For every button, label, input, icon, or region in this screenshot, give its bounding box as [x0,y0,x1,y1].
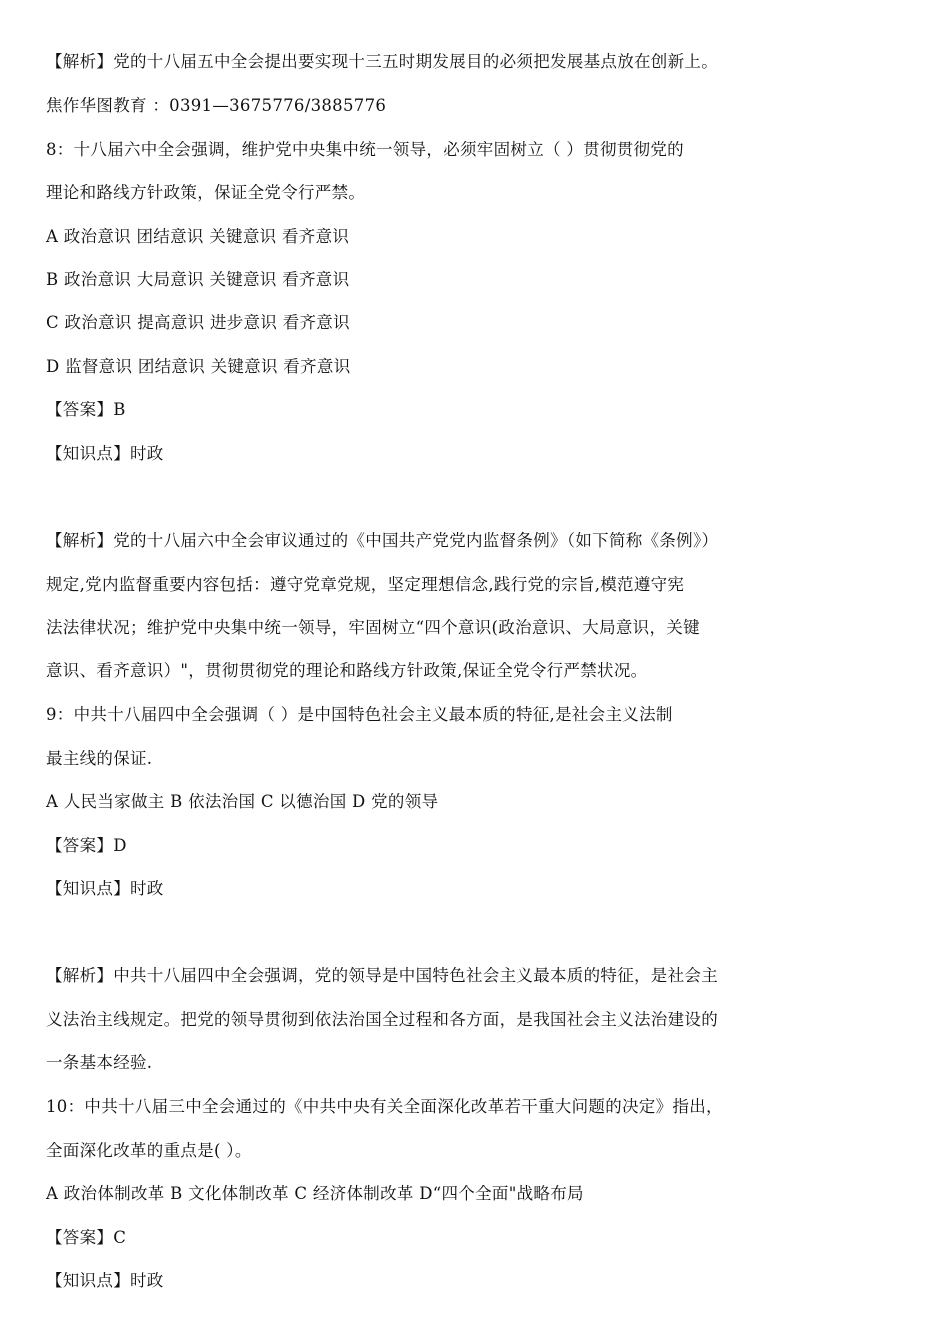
question-9-knowledge: 【知识点】时政 [46,879,164,898]
analysis-q8-line-4: 意识、看齐意识）"，贯彻贯彻党的理论和路线方针政策,保证全党令行严禁状况。 [46,661,648,680]
analysis-q8-line-2: 规定,党内监督重要内容包括：遵守党章党规，坚定理想信念,践行党的宗旨,模范遵守宪 [46,575,685,594]
question-8-stem-cont: 理论和路线方针政策，保证全党令行严禁。 [46,183,366,202]
analysis-q8-line-1: 【解析】党的十八届六中全会审议通过的《中国共产党党内监督条例》（如下简称《条例》） [46,531,719,550]
analysis-q8-line-3: 法法律状况；维护党中央集中统一领导，牢固树立“四个意识(政治意识、大局意识，关键 [46,618,700,637]
analysis-q9-line-2: 义法治主线规定。把党的领导贯彻到依法治国全过程和各方面，是我国社会主义法治建设的 [46,1010,718,1029]
question-10-knowledge: 【知识点】时政 [46,1271,164,1290]
analysis-q9-line-1: 【解析】中共十八届四中全会强调，党的领导是中国特色社会主义最本质的特征，是社会主 [46,966,718,985]
question-10-stem: 10：中共十八届三中全会通过的《中共中央有关全面深化改革若干重大问题的决定》指出， [46,1097,723,1116]
question-8-option-a: A 政治意识 团结意识 关键意识 看齐意识 [46,227,350,246]
question-10-answer: 【答案】C [46,1228,127,1247]
question-10-options: A 政治体制改革 B 文化体制改革 C 经济体制改革 D“四个全面"战略布局 [46,1184,584,1203]
question-8-answer: 【答案】B [46,400,126,419]
question-9-stem-cont: 最主线的保证. [46,749,153,768]
question-9-options: A 人民当家做主 B 依法治国 C 以德治国 D 党的领导 [46,792,439,811]
question-9-stem: 9：中共十八届四中全会强调（ ）是中国特色社会主义最本质的特征,是社会主义法制 [46,705,673,724]
question-8-option-c: C 政治意识 提高意识 进步意识 看齐意识 [46,313,350,332]
question-10-stem-cont: 全面深化改革的重点是( ）。 [46,1141,252,1160]
question-8-knowledge: 【知识点】时政 [46,444,164,463]
contact-line: 焦作华图教育 ：0391—3675776/3885776 [46,96,387,115]
analysis-q7: 【解析】党的十八届五中全会提出要实现十三五时期发展目的必须把发展基点放在创新上。 [46,52,718,71]
question-8-option-b: B 政治意识 大局意识 关键意识 看齐意识 [46,270,350,289]
question-8-stem: 8：十八届六中全会强调，维护党中央集中统一领导，必须牢固树立（ ）贯彻贯彻党的 [46,140,684,159]
question-9-answer: 【答案】D [46,836,127,855]
analysis-q9-line-3: 一条基本经验. [46,1053,153,1072]
question-8-option-d: D 监督意识 团结意识 关键意识 看齐意识 [46,357,351,376]
